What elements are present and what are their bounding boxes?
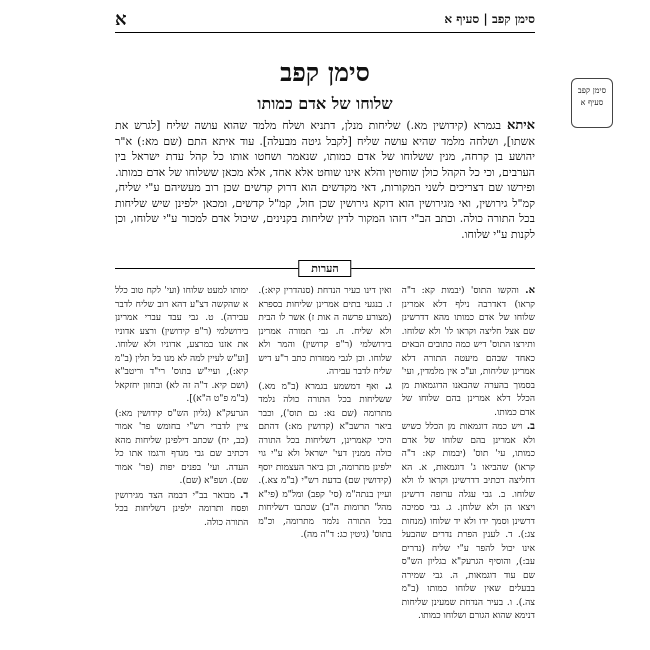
note-text: והקשו התוס' (יבמות קא: ד"ה קראו) דאדרבה נילף דלא אמרינן שלוחו של אדם כמותו מהא דדרשינן שם אצל חליצה וקראו לו' ולא שלוחו. ותירצו התוס' דיש כמה כתובים הבאים כאחד שבהם מיעטה התורה דלא אמרינן שליחות, וע"כ אין מלמדין, ועי' בסמוך בהערה שהבאנו הדוגמאות מן הכלל דלא אמרינן בהם שלוחו של אדם כמותו. bbox=[401, 286, 535, 418]
note-paragraph bbox=[115, 407, 248, 489]
running-header-letter: א bbox=[115, 8, 127, 30]
note-paragraph bbox=[115, 489, 248, 531]
note-lead: ג. bbox=[384, 380, 392, 392]
running-header bbox=[115, 8, 535, 30]
note-paragraph bbox=[115, 284, 248, 407]
body-lead-word: איתא bbox=[506, 118, 535, 133]
notes-heading: הערות bbox=[298, 260, 351, 277]
note-paragraph bbox=[402, 284, 535, 420]
note-lead: ב. bbox=[526, 421, 535, 432]
notes-column-middle bbox=[258, 284, 391, 644]
section-subtitle: שלוחו של אדם כמותו bbox=[257, 94, 393, 113]
notes-divider bbox=[115, 260, 535, 278]
header-rule bbox=[115, 32, 535, 33]
note-text: מבואר בב"י דבמה הצד מגירושין ופסח ותרומה ילפינן דשליחות בכל התורה כולה. bbox=[115, 490, 249, 528]
side-tab bbox=[571, 78, 613, 128]
body-paragraph: בגמרא (קידושין מא.) שליחות מנלן, דתניא ושלח מלמד שהוא עושה שליח [לגרש את אשתו], ושלחה מלמד שהיא עושה שליח [לקבל גיטה מבעלה]. עוד איתא התם (שם מא:) א"ר יהושע בן קרחה, מנין ששלוחו של אדם כמותו, שנאמר ושחטו אותו כל קהל עדת ישראל בין הערבים, וכי כל הקהל כולן שוחטין והלא אינו שוחט אלא אחד, אלא מכאן ששלוחו של אדם כמותו. ופירשו שם דצריכים לשני המקורות, דאי מקדשים הוא דרוק קדשים שכן רוב מעשיהם ע"י שליח, קמ"ל גירושין, ואי מגירושין הוא דוקא גירושין שכן חול, קמ"ל קדשים, ומכאן ילפינן שיש שליחות בכל התורה כולה. וכתב הב"י דזהו המקור לדין שליחות בקנינים, שיכול אדם למכור ע"י שלוחו, וכן לקנות ע"י שלוחו. bbox=[115, 119, 535, 241]
notes-column-right bbox=[402, 284, 535, 644]
note-text: ימותו למעט שלוחו (ועי' לקח טוב כלל א שהקשה דצ"ע דהא רוב שליח לדבר עבירה). ט. גבי עבד עברי אמרינן בירושלמי (ר"פ קידושין) ורצע אדוניו את אזנו במרצע, אדוניו ולא שלוחו. [וע"ש לעיין למה לא מנו בל תלין (ב"מ קיא:), ועיי"ש בתוס' רי"ד וריטב"א (ושם קיא. ד"ה זה לא) ובחזון יחזקאל (ב"מ פ"ט ה"א)]. bbox=[115, 286, 249, 404]
note-text: הגרעק"א (גליון הש"ס קידושין מא:) ציין לדברי רש"י בחומש פר' אמור (כב, יח) שכתב דילפינן שליחות מהא דכתיב שם גבי מגדף ורגמו אתו כל העדה. ועי' בפנים יפות (פר' אמור שם). ושפ"א (שם). bbox=[115, 408, 249, 486]
side-tab-line1: סימן קפב bbox=[577, 86, 607, 95]
notes-column-left bbox=[115, 284, 248, 644]
siman-title: סימן קפב bbox=[280, 58, 370, 87]
notes-columns bbox=[115, 284, 535, 644]
main-body-text bbox=[115, 118, 535, 268]
note-lead: א. bbox=[525, 285, 535, 296]
note-lead: ד. bbox=[240, 489, 249, 501]
note-text: ויש כמה דוגמאות מן הכלל כשיש ולא אמרינן בהם שלוחו של אדם כמותו, עי' תוס' (יבמות קא: ד"ה קראו) שהביאו ג' דוגמאות, א. הא דחליצה דכתיב דדרשינן וקראו לו ולא שלוחו. ב. גבי עגלה ערופה דרשינן ויצאו הן ולא שלוחן. ג. גבי סמיכה דרשינן וסמך ידו ולא יד שלוחו (מנחות צג:). ד. לענין הפרת נדרים שהבעל אינו יכול להפר ע"י שליח (נדרים עב:), והוסיף הגרעק"א בגליון הש"ס שם עוד דוגמאות, ה. גבי שמירה בבעלים שאין שלוחו כמותו (ב"מ צה.). ו. בעיר הנדחת שמעינן שליחות דנימא שהוא הגורם ושלוחו כמותו. bbox=[401, 422, 535, 621]
note-text: ואין דינו כעיר הנדחת (סנהדרין קיא:). ז. בנגעי בתים אמרינן שליחות בספרא (מצורע פרשה ה אות ז) אשר לו הבית ולא שליח. ח. גבי תמורה אמרינן בירושלמי (ר"פ קדושין) והמר ולא שלוחו. וכן לגבי ממזרות כתב ר"ע דיש שליח לדבר עבירה. bbox=[258, 286, 392, 377]
running-header-title: סימן קפב | סעיף א bbox=[444, 11, 535, 26]
note-paragraph bbox=[258, 284, 391, 380]
note-text: ואף דמשמע בגמרא (ב"מ מא.) ששליחות בכל התורה כולה נלמד מתרומה (שם נא: גם תוס'), וכבר ביאר הרשב"א (קדושין מא:) דהתם היכי קאמרינן, דשליחות בכל התורה כולה ממנין דעי' ישראל ולא ע"י גוי ילפינן מתרומה, וכן ביאר העצמות יוסף (קידושין שם) בדעת רש"י (ב"מ צא.). ועיין בנתה"מ (סי' קפב) ומל"מ (פי"א מהל' תרומות ה"ב) שכתבו דשליחות בכל התורה נלמד מתרומה, וכ"מ בתוס' (גיטין כג: ד"ה מה). bbox=[258, 381, 392, 540]
side-tab-line2: סעיף א bbox=[580, 98, 604, 107]
note-paragraph bbox=[258, 380, 391, 543]
note-paragraph bbox=[402, 420, 535, 624]
